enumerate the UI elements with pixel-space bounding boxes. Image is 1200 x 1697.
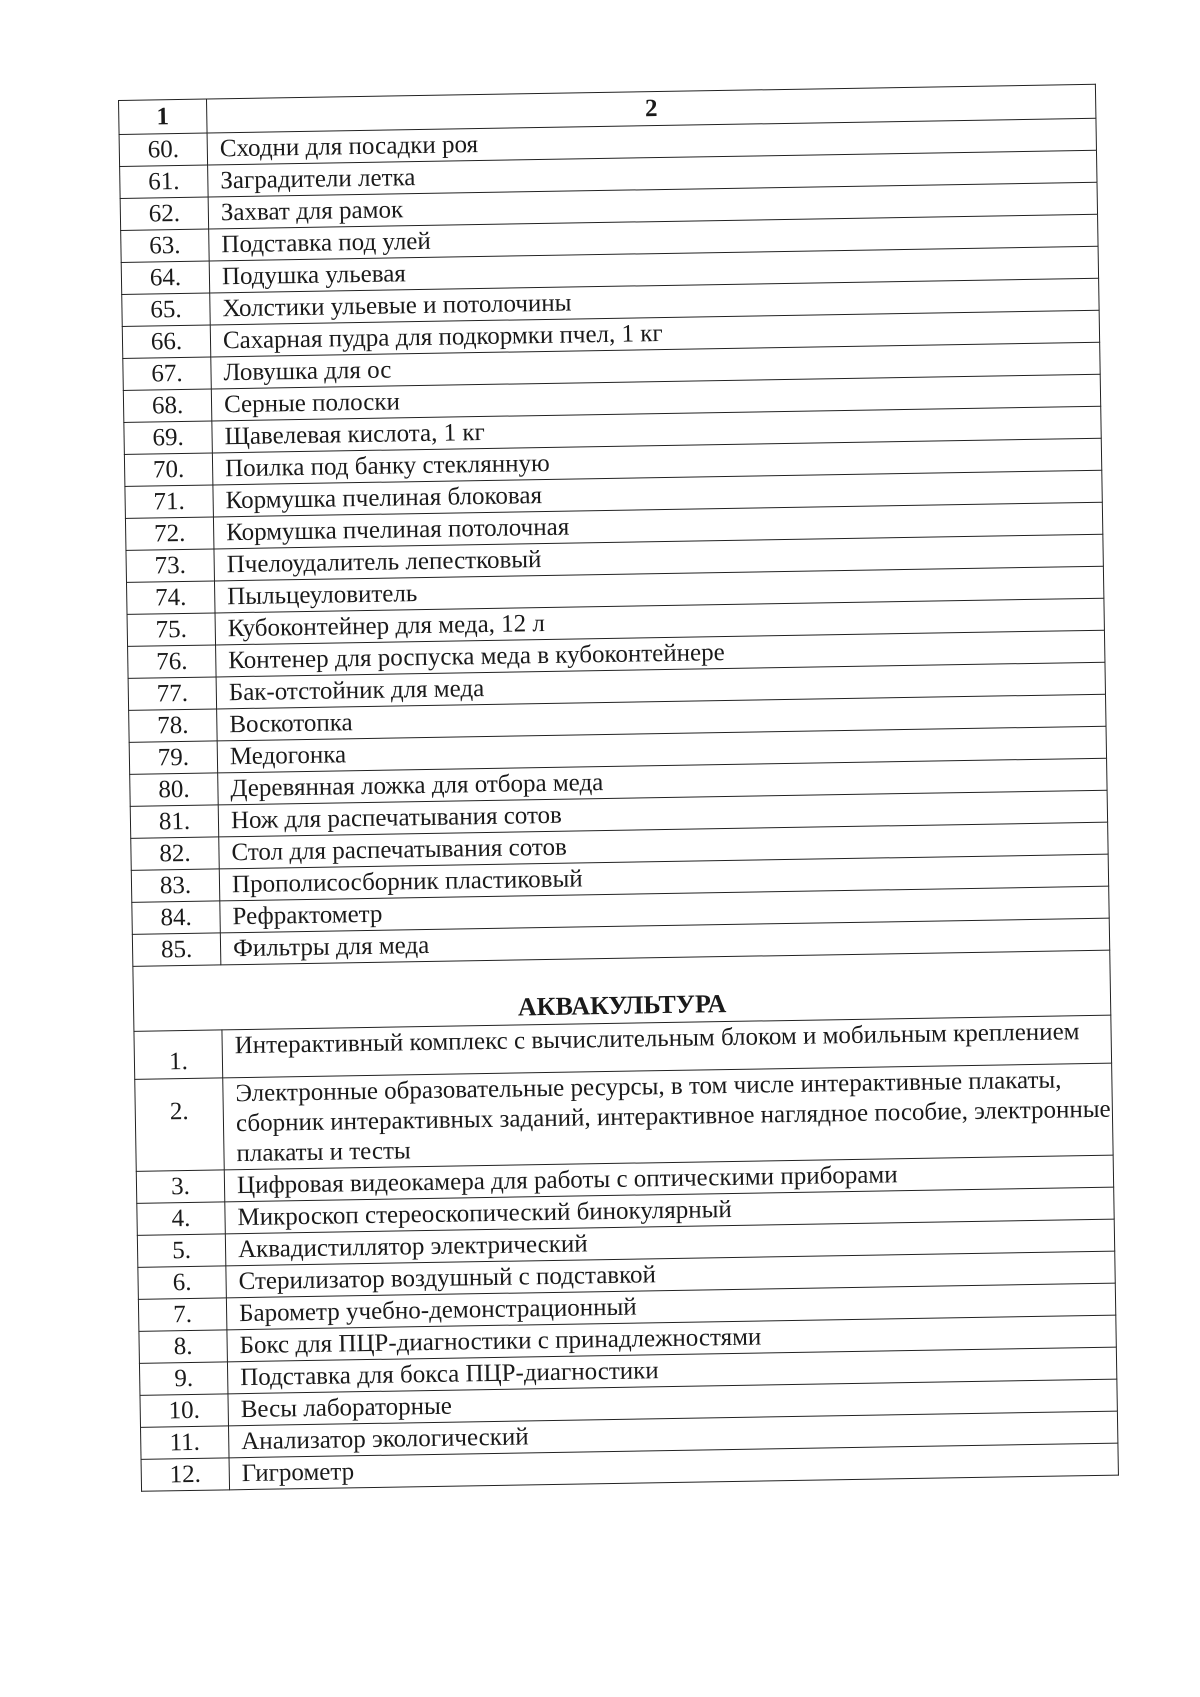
row-number: 6. xyxy=(138,1266,227,1299)
row-number: 84. xyxy=(132,901,221,934)
item-name: Кормушка пчелиная блоковая xyxy=(213,470,1102,517)
row-number: 77. xyxy=(128,677,217,710)
item-name: Стерилизатор воздушный с подставкой xyxy=(226,1251,1115,1298)
row-number: 60. xyxy=(119,133,208,166)
row-number: 75. xyxy=(127,613,216,646)
item-name: Щавелевая кислота, 1 кг xyxy=(212,406,1101,453)
item-name: Весы лабораторные xyxy=(228,1379,1117,1426)
item-name: Сходни для посадки роя xyxy=(207,118,1096,165)
item-name: Пчелоудалитель лепестковый xyxy=(214,534,1103,581)
item-name: Кубоконтейнер для меда, 12 л xyxy=(215,598,1104,645)
row-number: 76. xyxy=(128,645,217,678)
row-number: 61. xyxy=(120,165,209,198)
item-name: Рефрактометр xyxy=(220,886,1109,933)
row-number: 83. xyxy=(131,869,220,902)
document-sheet xyxy=(118,84,1119,1492)
item-name: Пыльцеуловитель xyxy=(214,566,1103,613)
row-number: 70. xyxy=(124,453,213,486)
item-name: Прополисосборник пластиковый xyxy=(219,854,1108,901)
table-row xyxy=(135,1063,1113,1171)
item-name: Стол для распечатывания сотов xyxy=(219,822,1108,869)
row-number: 68. xyxy=(123,389,212,422)
row-number: 7. xyxy=(138,1298,227,1331)
row-number: 63. xyxy=(121,229,210,262)
item-name: Ловушка для ос xyxy=(211,342,1100,389)
item-name: Холстики ульевые и потолочины xyxy=(210,278,1099,325)
header-col-number: 1 xyxy=(119,99,208,134)
item-name: Подушка ульевая xyxy=(209,246,1098,293)
row-number: 79. xyxy=(129,741,218,774)
row-number: 12. xyxy=(141,1458,230,1491)
item-name: Микроскоп стереоскопический бинокулярный xyxy=(225,1187,1114,1234)
row-number: 1. xyxy=(134,1030,223,1079)
row-number: 62. xyxy=(120,197,209,230)
item-name: Кормушка пчелиная потолочная xyxy=(213,502,1102,549)
section-title: АКВАКУЛЬТУРА xyxy=(133,950,1111,1031)
item-name: Анализатор экологический xyxy=(228,1411,1117,1458)
item-name: Деревянная ложка для отбора меда xyxy=(218,758,1107,805)
row-number: 82. xyxy=(131,837,220,870)
item-name: Подставка под улей xyxy=(209,214,1098,261)
item-name: Гигрометр xyxy=(229,1443,1118,1490)
item-name: Поилка под банку стеклянную xyxy=(212,438,1101,485)
row-number: 74. xyxy=(126,581,215,614)
row-number: 69. xyxy=(124,421,213,454)
row-number: 73. xyxy=(126,549,215,582)
item-name: Сахарная пудра для подкормки пчел, 1 кг xyxy=(210,310,1099,357)
item-name: Фильтры для меда xyxy=(220,918,1109,965)
item-name: Интерактивный комплекс с вычислительным блоком и мобильным креплением xyxy=(222,1015,1112,1078)
equipment-table-body xyxy=(119,84,1119,1491)
item-name: Нож для распечатывания сотов xyxy=(218,790,1107,837)
row-number: 71. xyxy=(125,485,214,518)
row-number: 66. xyxy=(122,325,211,358)
row-number: 65. xyxy=(122,293,211,326)
row-number: 80. xyxy=(130,773,219,806)
item-name: Подставка для бокса ПЦР-диагностики xyxy=(227,1347,1116,1394)
item-name: Электронные образовательные ресурсы, в том числе интерактивные плакаты, сборник интерактивных заданий, интерактивное наглядное пособие, электронные плакаты и тесты xyxy=(223,1063,1113,1170)
header-col-name: 2 xyxy=(206,84,1095,133)
row-number: 64. xyxy=(121,261,210,294)
row-number: 10. xyxy=(140,1394,229,1427)
row-number: 78. xyxy=(129,709,218,742)
row-number: 11. xyxy=(141,1426,230,1459)
row-number: 72. xyxy=(125,517,214,550)
item-name: Бокс для ПЦР-диагностики с принадлежностями xyxy=(227,1315,1116,1362)
item-name: Бак-отстойник для меда xyxy=(216,662,1105,709)
row-number: 67. xyxy=(123,357,212,390)
item-name: Заградители летка xyxy=(208,150,1097,197)
row-number: 85. xyxy=(132,933,221,966)
row-number: 5. xyxy=(137,1234,226,1267)
row-number: 4. xyxy=(137,1202,226,1235)
item-name: Серные полоски xyxy=(211,374,1100,421)
item-name: Контенер для роспуска меда в кубоконтейнере xyxy=(216,630,1105,677)
row-number: 9. xyxy=(139,1362,228,1395)
row-number: 81. xyxy=(130,805,219,838)
item-name: Захват для рамок xyxy=(208,182,1097,229)
item-name: Цифровая видеокамера для работы с оптическими приборами xyxy=(224,1155,1113,1202)
item-name: Воскотопка xyxy=(217,694,1106,741)
item-name: Аквадистиллятор электрический xyxy=(225,1219,1114,1266)
row-number: 3. xyxy=(136,1170,225,1203)
row-number: 2. xyxy=(135,1078,225,1171)
item-name: Барометр учебно-демонстрационный xyxy=(226,1283,1115,1330)
row-number: 8. xyxy=(139,1330,228,1363)
equipment-table xyxy=(118,84,1119,1492)
item-name: Медогонка xyxy=(217,726,1106,773)
